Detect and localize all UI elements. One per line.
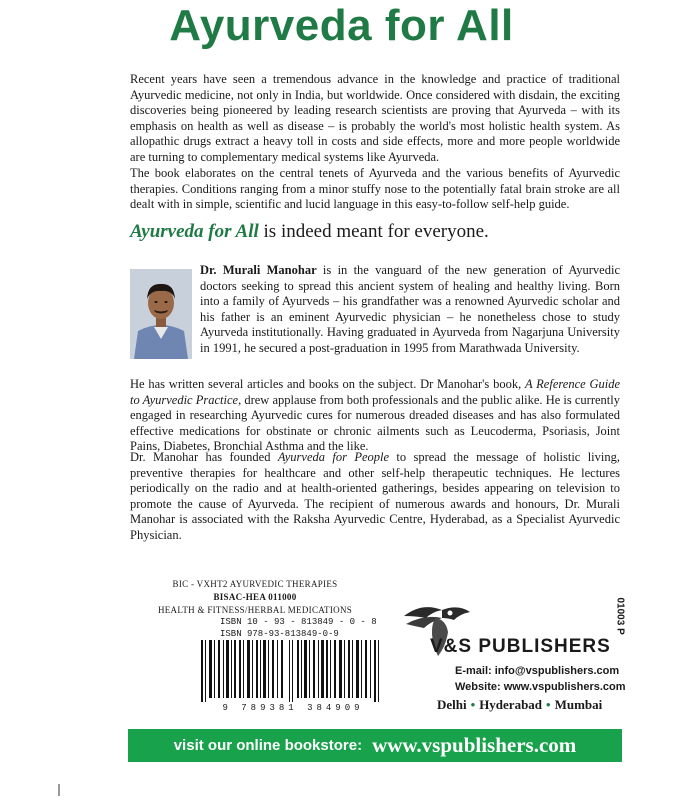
city-mumbai: Mumbai — [554, 697, 603, 712]
author-name: Dr. Murali Manohar — [200, 263, 317, 277]
banner-url: www.vspublishers.com — [372, 733, 577, 757]
classification-bic: BIC - VXHT2 AYURVEDIC THERAPIES — [172, 579, 338, 589]
edge-mark — [58, 784, 60, 796]
isbn-13: ISBN 978-93-813849-0-9 — [220, 629, 339, 639]
author-bio-3-a: Dr. Manohar has founded — [130, 450, 278, 464]
barcode-digits: 9 789381 384909 — [222, 703, 364, 713]
author-bio-2-a: He has written several articles and books on the subject. Dr Manohar's book, — [130, 377, 525, 391]
author-book-title: A Reference Guide to Ayurvedic Practice — [130, 377, 620, 407]
author-bio-2 — [130, 377, 620, 455]
city-hyderabad: Hyderabad — [479, 697, 543, 712]
book-title: Ayurveda for All — [169, 1, 514, 50]
author-bio-1-text: is in the vanguard of the new generation of Ayurvedic doctors seeking to spread this ancient system of healing and healthy living. Born into a family of Ayurveds – his grandfather was a renowned Ayurvedic scholar and his father is an eminent Ayurvedic physician – he nonetheless chose to study Ayurveda institutionally. Having graduated in Ayurveda from Nagarjuna University in 1991, he secured a post-graduation in 1995 from Marathwada University. — [200, 263, 621, 355]
barcode — [193, 626, 393, 702]
author-bio-3-b: to spread the message of holistic living, preventive therapies for healthcare and other self-help therapeutic techniques. He lectures periodically on the radio and at health-oriented gatherings, besides appearing on television to promote the cause of Ayurveda. The recipient of numerous awards and honours, Dr. Murali Manohar is associated with the Raksha Ayurvedic Centre, Hyderabad, as a Specialist Ayurvedic Physician. — [130, 450, 621, 542]
publisher-email: E-mail: info@vspublishers.com — [455, 665, 620, 677]
author-organization: Ayurveda for People — [277, 450, 390, 464]
publisher-cities — [437, 697, 602, 713]
author-photo — [130, 269, 192, 359]
product-code-text: 01003 P — [614, 597, 626, 635]
product-code — [612, 597, 626, 660]
isbn-10: ISBN 10 - 93 - 813849 - 0 - 8 — [220, 617, 377, 627]
intro-paragraph-2: The book elaborates on the central tenets of Ayurveda and the various benefits of Ayurvedic therapies. Conditions ranging from a minor stuffy nose to the potentially fatal brain stroke are all dealt with in simple, scientific and lucid language in this easy-to-follow self-help guide. — [130, 166, 620, 212]
banner-label: visit our online bookstore: — [173, 737, 363, 754]
bookstore-banner — [128, 729, 622, 762]
tagline-rest: is indeed meant for everyone. — [258, 221, 489, 242]
author-bio-3 — [130, 450, 620, 544]
city-delhi: Delhi — [437, 697, 467, 712]
intro-paragraph-1: Recent years have seen a tremendous advance in the knowledge and practice of traditional Ayurvedic medicine, not only in India, but worldwide. Once considered with disdain, the exciting discoveries being pioneered by leading research scientists are proving that Ayurveda – with its emphasis on health as well as disease – is probably the world's most holistic health system. As allopathic drugs extract a heavy toll in costs and side effects, more and more people worldwide are turning to complementary medical systems like Ayurveda. — [130, 72, 620, 164]
city-separator: • — [470, 697, 476, 712]
classification-bisac: BISAC-HEA 011000 — [213, 592, 297, 602]
classification-subject: HEALTH & FITNESS/HERBAL MEDICATIONS — [157, 605, 353, 615]
city-separator: • — [546, 697, 551, 712]
author-bio-2-b: , drew applause from both professionals and the public alike. He is currently engaged in researching Ayurvedic cures for numerous dreaded diseases and has also formulated effective medications for obstinate or chronic ailments such as Leucoderma, Psoriasis, Joint Pains, Diabetes, Bronchial Asthma and the like. — [130, 392, 620, 454]
publisher-name: V&S PUBLISHERS — [430, 636, 611, 657]
tagline — [130, 221, 489, 243]
tagline-emphasis: Ayurveda for All — [130, 221, 259, 242]
author-bio-1 — [200, 263, 620, 357]
publisher-website: Website: www.vspublishers.com — [455, 681, 626, 693]
